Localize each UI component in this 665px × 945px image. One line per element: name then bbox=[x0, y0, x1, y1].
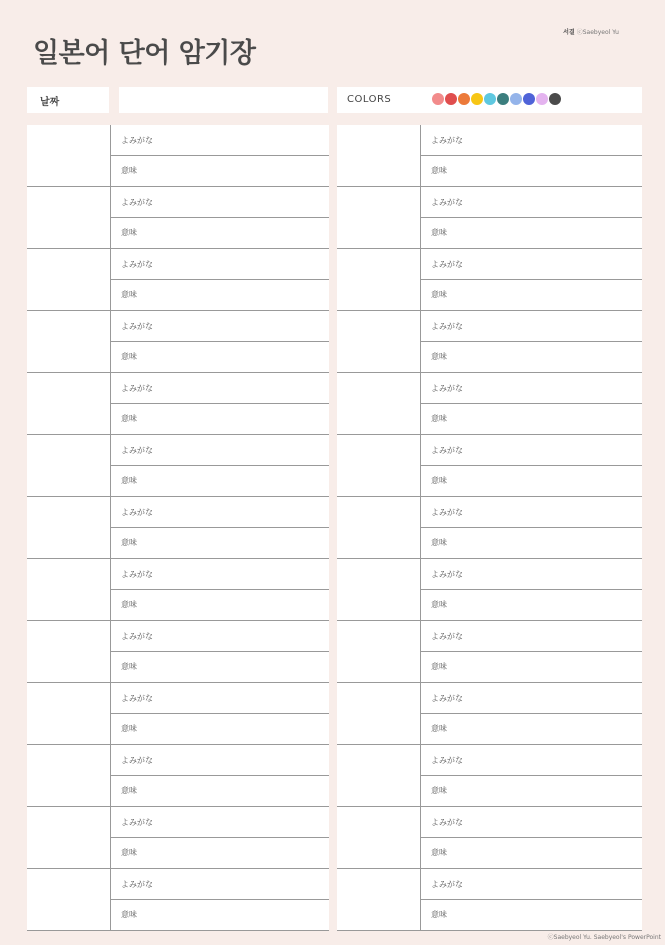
color-swatch[interactable] bbox=[458, 93, 470, 105]
reading-cell[interactable]: よみがな bbox=[121, 446, 153, 455]
reading-cell[interactable]: よみがな bbox=[431, 818, 463, 827]
meaning-cell[interactable]: 意味 bbox=[111, 527, 329, 558]
word-entry bbox=[337, 806, 642, 868]
word-entry bbox=[27, 806, 329, 868]
credit-text: ⓒSaebyeol Yu bbox=[576, 29, 619, 36]
meaning-cell[interactable]: 意味 bbox=[421, 341, 642, 372]
credit-bold: 서결 bbox=[563, 29, 575, 36]
word-entry bbox=[337, 744, 642, 806]
word-entry bbox=[337, 434, 642, 496]
word-entry bbox=[337, 186, 642, 248]
meaning-cell[interactable]: 意味 bbox=[421, 837, 642, 868]
reading-cell[interactable]: よみがな bbox=[431, 322, 463, 331]
meaning-cell[interactable]: 意味 bbox=[421, 651, 642, 682]
word-entry bbox=[27, 125, 329, 186]
word-entry bbox=[337, 496, 642, 558]
meaning-cell[interactable]: 意味 bbox=[111, 403, 329, 434]
color-swatch[interactable] bbox=[471, 93, 483, 105]
meaning-cell[interactable]: 意味 bbox=[111, 279, 329, 310]
word-entry bbox=[337, 868, 642, 930]
color-swatch[interactable] bbox=[549, 93, 561, 105]
top-credit bbox=[563, 27, 619, 36]
meaning-cell[interactable]: 意味 bbox=[421, 713, 642, 744]
reading-cell[interactable]: よみがな bbox=[121, 880, 153, 889]
word-table-right bbox=[337, 125, 642, 931]
word-entry bbox=[337, 310, 642, 372]
date-field[interactable] bbox=[119, 87, 328, 113]
meaning-cell[interactable]: 意味 bbox=[111, 589, 329, 620]
reading-cell[interactable]: よみがな bbox=[121, 632, 153, 641]
reading-cell[interactable]: よみがな bbox=[121, 570, 153, 579]
date-label: 날짜 bbox=[27, 87, 109, 113]
meaning-cell[interactable]: 意味 bbox=[111, 465, 329, 496]
word-entry bbox=[337, 682, 642, 744]
reading-cell[interactable]: よみがな bbox=[431, 446, 463, 455]
reading-cell[interactable]: よみがな bbox=[431, 632, 463, 641]
footer-credit: ⓒSaebyeol Yu. Saebyeol's PowerPoint bbox=[547, 934, 661, 941]
meaning-cell[interactable]: 意味 bbox=[111, 341, 329, 372]
reading-cell[interactable]: よみがな bbox=[431, 260, 463, 269]
color-swatch[interactable] bbox=[445, 93, 457, 105]
meaning-cell[interactable]: 意味 bbox=[421, 217, 642, 248]
reading-cell[interactable]: よみがな bbox=[121, 260, 153, 269]
reading-cell[interactable]: よみがな bbox=[121, 818, 153, 827]
reading-cell[interactable]: よみがな bbox=[121, 756, 153, 765]
page-title: 일본어 단어 암기장 bbox=[33, 38, 256, 69]
word-entry bbox=[27, 558, 329, 620]
meaning-cell[interactable]: 意味 bbox=[421, 279, 642, 310]
reading-cell[interactable]: よみがな bbox=[121, 384, 153, 393]
word-entry bbox=[337, 620, 642, 682]
word-entry bbox=[337, 558, 642, 620]
reading-cell[interactable]: よみがな bbox=[431, 136, 463, 145]
reading-cell[interactable]: よみがな bbox=[431, 198, 463, 207]
word-entry bbox=[27, 186, 329, 248]
word-entry bbox=[27, 496, 329, 558]
reading-cell[interactable]: よみがな bbox=[121, 694, 153, 703]
word-entry bbox=[27, 372, 329, 434]
word-entry bbox=[27, 434, 329, 496]
reading-cell[interactable]: よみがな bbox=[121, 508, 153, 517]
meaning-cell[interactable]: 意味 bbox=[421, 403, 642, 434]
word-entry bbox=[27, 682, 329, 744]
word-entry bbox=[27, 868, 329, 930]
color-swatch[interactable] bbox=[432, 93, 444, 105]
meaning-cell[interactable]: 意味 bbox=[111, 713, 329, 744]
meaning-cell[interactable]: 意味 bbox=[111, 837, 329, 868]
color-swatch[interactable] bbox=[497, 93, 509, 105]
reading-cell[interactable]: よみがな bbox=[431, 880, 463, 889]
meaning-cell[interactable]: 意味 bbox=[421, 775, 642, 806]
reading-cell[interactable]: よみがな bbox=[121, 198, 153, 207]
meaning-cell[interactable]: 意味 bbox=[421, 465, 642, 496]
word-entry bbox=[337, 248, 642, 310]
word-entry bbox=[27, 620, 329, 682]
meaning-cell[interactable]: 意味 bbox=[111, 899, 329, 930]
reading-cell[interactable]: よみがな bbox=[121, 322, 153, 331]
reading-cell[interactable]: よみがな bbox=[431, 508, 463, 517]
colors-label: COLORS bbox=[347, 94, 392, 105]
reading-cell[interactable]: よみがな bbox=[431, 384, 463, 393]
meaning-cell[interactable]: 意味 bbox=[421, 155, 642, 186]
meaning-cell[interactable]: 意味 bbox=[111, 217, 329, 248]
word-entry bbox=[27, 310, 329, 372]
word-entry bbox=[337, 125, 642, 186]
reading-cell[interactable]: よみがな bbox=[121, 136, 153, 145]
color-swatch[interactable] bbox=[484, 93, 496, 105]
meaning-cell[interactable]: 意味 bbox=[111, 651, 329, 682]
reading-cell[interactable]: よみがな bbox=[431, 694, 463, 703]
color-swatch[interactable] bbox=[510, 93, 522, 105]
word-table-left bbox=[27, 125, 329, 931]
meaning-cell[interactable]: 意味 bbox=[111, 155, 329, 186]
word-entry bbox=[337, 372, 642, 434]
meaning-cell[interactable]: 意味 bbox=[111, 775, 329, 806]
color-swatch[interactable] bbox=[536, 93, 548, 105]
meaning-cell[interactable]: 意味 bbox=[421, 899, 642, 930]
reading-cell[interactable]: よみがな bbox=[431, 570, 463, 579]
word-entry bbox=[27, 744, 329, 806]
meaning-cell[interactable]: 意味 bbox=[421, 527, 642, 558]
color-swatch[interactable] bbox=[523, 93, 535, 105]
word-entry bbox=[27, 248, 329, 310]
meaning-cell[interactable]: 意味 bbox=[421, 589, 642, 620]
reading-cell[interactable]: よみがな bbox=[431, 756, 463, 765]
colors-panel bbox=[337, 87, 642, 113]
